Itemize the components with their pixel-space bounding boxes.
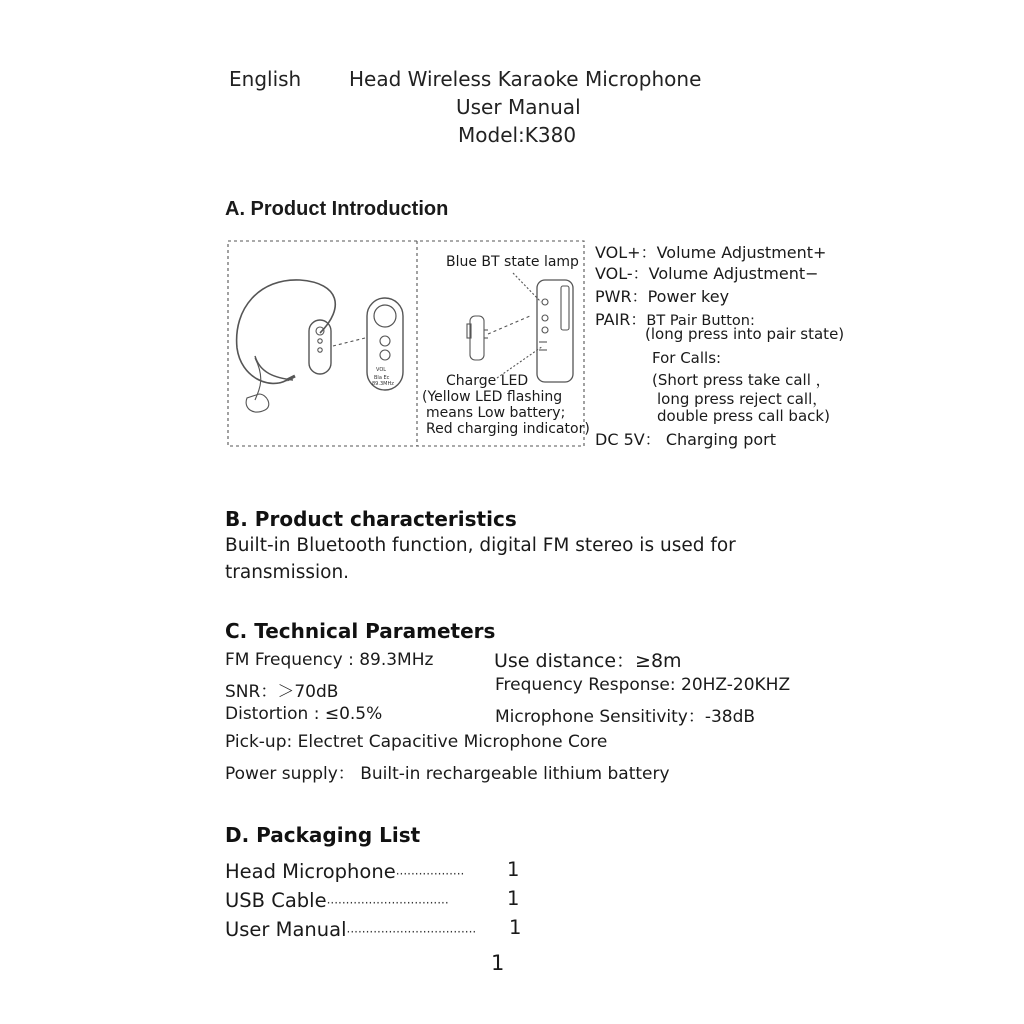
blue-bt-lamp-label: Blue BT state lamp: [446, 254, 579, 270]
item-name: Head Microphone: [225, 860, 396, 883]
key-description: Charging port: [665, 430, 777, 449]
headset-icon: [237, 280, 336, 412]
key-label: PAIR：: [595, 310, 647, 329]
page-number: 1: [491, 951, 505, 975]
param-frequency-response: Frequency Response: 20HZ-20KHZ: [495, 675, 791, 695]
param-use-distance: Use distance：≥8m: [494, 650, 682, 672]
packaging-item: [225, 918, 476, 941]
param-distortion: Distortion : ≤0.5%: [225, 704, 383, 724]
key-vol-plus: [595, 240, 826, 263]
param-snr: SNR：＞70dB: [225, 682, 339, 702]
transmitter-side-small-icon: [467, 316, 488, 360]
packaging-item: [225, 889, 449, 912]
svg-text:Bla Ec: Bla Ec: [374, 375, 390, 381]
transmitter-side-large-icon: [537, 280, 573, 382]
charge-led-note-1: (Yellow LED flashing: [422, 389, 563, 405]
item-name: USB Cable: [225, 889, 327, 912]
svg-text:VOL: VOL: [376, 367, 387, 373]
packaging-item: [225, 860, 464, 883]
charge-led-note-2: means Low battery;: [426, 405, 566, 421]
item-leader-dots: ··················: [395, 867, 465, 881]
key-pwr: [595, 284, 729, 307]
calls-note-2: long press reject call，: [657, 390, 828, 408]
param-mic-sensitivity: Microphone Sensitivity：-38dB: [495, 707, 756, 727]
key-description: Power key: [647, 287, 730, 306]
param-power-supply: Power supply： Built-in rechargeable lithium battery: [225, 764, 670, 784]
section-a-title: A. Product Introduction: [225, 198, 449, 220]
param-pickup: Pick-up: Electret Capacitive Microphone Core: [225, 732, 608, 752]
section-b-line-2: transmission.: [225, 562, 350, 583]
key-label: VOL-：: [595, 264, 649, 283]
param-fm-frequency: FM Frequency : 89.3MHz: [225, 650, 434, 670]
document-title: Head Wireless Karaoke Microphone: [349, 67, 702, 91]
item-leader-dots: ································: [326, 896, 449, 910]
calls-note-3: double press call back): [657, 407, 830, 425]
key-vol-minus: [595, 261, 819, 284]
key-label: PWR：: [595, 287, 648, 306]
section-c-title: C. Technical Parameters: [225, 619, 496, 643]
pair-note: (long press into pair state): [645, 325, 845, 343]
key-description: Volume Adjustment+: [656, 243, 827, 262]
calls-title: For Calls:: [652, 349, 722, 367]
item-quantity: 1: [507, 887, 520, 910]
dc-port: [595, 427, 776, 450]
item-leader-dots: ··································: [346, 925, 477, 939]
section-b-title: B. Product characteristics: [225, 507, 517, 531]
calls-note-1: (Short press take call ，: [652, 371, 831, 389]
model-label: Model:K380: [458, 123, 577, 147]
item-name: User Manual: [225, 918, 347, 941]
key-description: BT Pair Button:: [646, 313, 755, 329]
section-b-line-1: Built-in Bluetooth function, digital FM stereo is used for: [225, 535, 736, 556]
charge-led-note-3: Red charging indicator): [426, 421, 590, 437]
document-subtitle: User Manual: [456, 95, 581, 119]
key-label: VOL+：: [595, 243, 657, 262]
key-label: DC 5V：: [595, 430, 661, 449]
item-quantity: 1: [509, 916, 522, 939]
key-description: Volume Adjustment−: [648, 264, 819, 283]
charge-led-label: Charge LED: [446, 373, 529, 389]
item-quantity: 1: [507, 858, 520, 881]
svg-text:89.3MHz: 89.3MHz: [372, 381, 394, 387]
section-d-title: D. Packaging List: [225, 823, 421, 847]
language-label: English: [229, 67, 302, 91]
